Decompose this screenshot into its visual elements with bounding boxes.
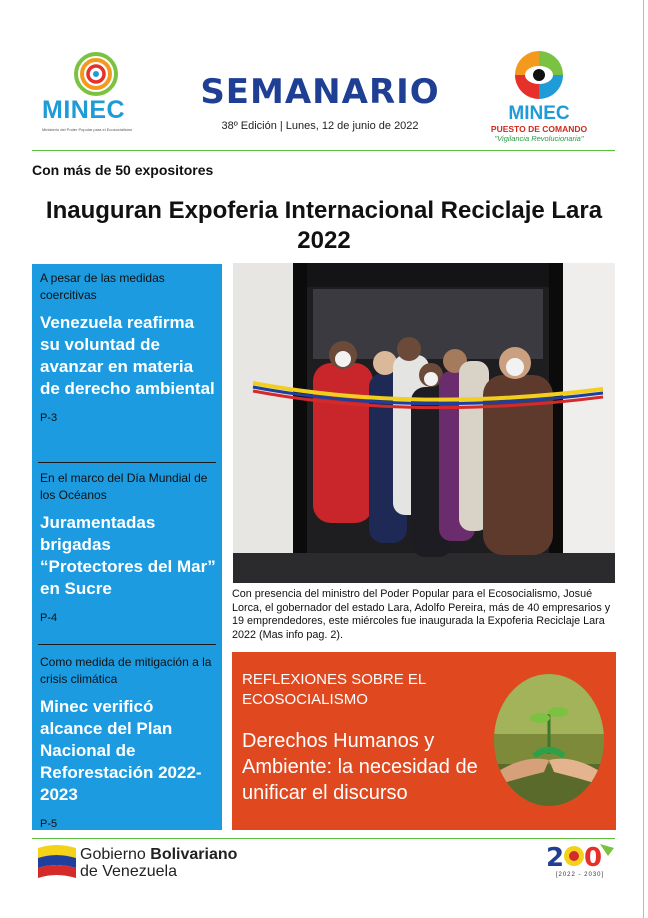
- hands-seedling-icon: [494, 674, 604, 806]
- ribbon-cutting-photo-art: [233, 263, 615, 583]
- plan-2030-logo: [544, 838, 616, 882]
- svg-text:0: 0: [584, 843, 603, 872]
- newsletter-title: SEMANARIO: [200, 72, 440, 112]
- ribbon-cutting-photo: [233, 263, 615, 583]
- puesto-comando-logo: [486, 48, 612, 146]
- story-headline: Juramentadas brigadas “Protectores del Mar” en Sucre: [40, 513, 216, 598]
- puesto-comando-label: PUESTO DE COMANDO: [490, 124, 588, 134]
- story-page-ref: P-4: [40, 612, 58, 624]
- story-page-ref: P-3: [40, 412, 58, 424]
- plan-2030-emblem-icon: [544, 838, 616, 872]
- photo-caption: Con presencia del ministro del Poder Popular para el Ecosocialismo, Josué Lorca, el gobernador del estado Lara, Adolfo Pereira, más de 40 empresarios y 19 emprendedores, este miércoles fue inaugurada la Expoferia Reciclaje Lara 2022 (Mas info pag. 2).: [232, 588, 611, 641]
- reflection-title: Derechos Humanos y Ambiente: la necesidad de unificar el discurso: [242, 730, 478, 804]
- page-edge-rule: [643, 0, 644, 918]
- story-divider: [38, 462, 216, 463]
- plan-years: [2022 - 2030]: [555, 872, 605, 878]
- story-divider: [38, 644, 216, 645]
- reflection-heading: REFLEXIONES SOBRE EL ECOSOCIALISMO: [242, 671, 426, 708]
- vigilancia-label: "Vigilancia Revolucionaria": [494, 134, 584, 143]
- minec-left-wordmark: MINEC: [42, 96, 126, 124]
- reflection-box[interactable]: [232, 652, 616, 830]
- footer-divider: [32, 838, 615, 839]
- edition-line: 38º Edición | Lunes, 12 de junio de 2022: [221, 120, 419, 132]
- story-page-ref: P-5: [40, 818, 58, 830]
- story-headline: Minec verificó alcance del Plan Nacional de Reforestación 2022-2023: [40, 697, 202, 804]
- lead-headline: Inauguran Expoferia Internacional Reciclaje Lara 2022: [45, 197, 603, 254]
- venezuela-flag-icon: [36, 840, 78, 880]
- story-kicker: A pesar de las medidas coercitivas: [40, 271, 165, 302]
- sidebar-stories: [32, 264, 222, 830]
- sidebar-story-3[interactable]: [40, 654, 216, 830]
- story-headline: Venezuela reafirma su voluntad de avanzar en materia de derecho ambiental: [40, 313, 215, 398]
- header-divider: [32, 150, 615, 151]
- minec-left-subtitle: Ministerio del Poder Popular para el Ecosocialismo: [42, 127, 133, 132]
- gov-line-1: [80, 846, 237, 864]
- minec-right-wordmark: MINEC: [508, 103, 570, 124]
- sidebar-story-2[interactable]: [40, 470, 216, 624]
- gobierno-bolivariano-logo: [36, 840, 276, 880]
- story-kicker: Como medida de mitigación a la crisis climática: [40, 655, 212, 686]
- gov-word-gobierno: Gobierno: [80, 846, 151, 863]
- gov-line-2: de Venezuela: [80, 863, 177, 880]
- eye-logo-icon: [512, 48, 566, 102]
- svg-text:2: 2: [546, 843, 565, 872]
- lead-kicker: Con más de 50 expositores: [32, 162, 214, 178]
- spiral-logo-icon: [74, 52, 118, 96]
- story-kicker: En el marco del Día Mundial de los Océanos: [40, 471, 208, 502]
- sidebar-story-1[interactable]: [40, 270, 216, 424]
- gov-word-bolivariano: Bolivariano: [150, 846, 238, 863]
- minec-logo: [36, 52, 156, 138]
